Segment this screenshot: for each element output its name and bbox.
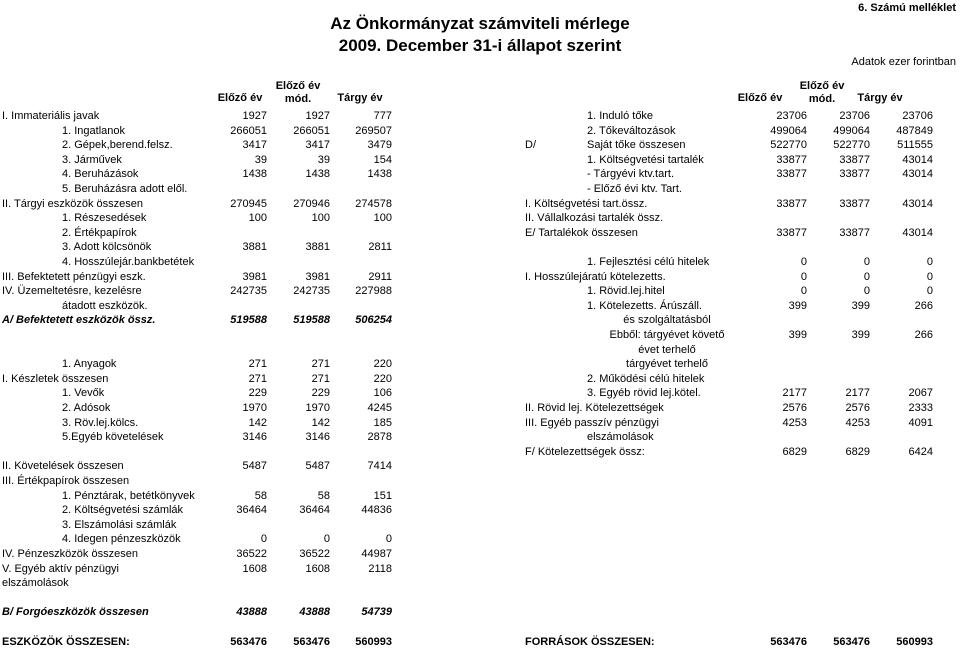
- asset-row: [2, 196, 402, 212]
- row-value-2: 563476: [833, 635, 870, 648]
- row-value-1: 43888: [236, 606, 267, 619]
- liability-row: [525, 254, 955, 270]
- row-label: 1. Induló tőke: [587, 110, 654, 122]
- row-value-2: 242735: [293, 285, 330, 298]
- row-label: 3. Egyéb rövid lej.kötel.: [587, 387, 701, 400]
- liability-row: [525, 531, 955, 547]
- row-value-2: 100: [311, 212, 330, 225]
- asset-row: [2, 137, 402, 153]
- asset-row: [2, 502, 402, 518]
- asset-row: [2, 531, 402, 547]
- row-value-3: 6424: [908, 445, 933, 458]
- row-label: 3. Adott kölcsönök: [62, 241, 152, 254]
- row-value-2: 58: [317, 489, 330, 502]
- liability-row: [525, 371, 955, 387]
- row-label: 4. Hosszúlejár.bankbetétek: [62, 256, 195, 268]
- asset-row: [2, 575, 402, 591]
- row-value-1: 399: [788, 299, 807, 312]
- row-value-3: 43014: [902, 153, 933, 166]
- row-label: 3. Járművek: [62, 153, 122, 166]
- row-value-1: 33877: [776, 197, 807, 210]
- row-value-2: 0: [323, 533, 330, 546]
- liability-row: [525, 517, 955, 533]
- row-value-2: 36464: [299, 504, 330, 517]
- row-value-2: 270946: [293, 197, 330, 210]
- row-label: Saját tőke összesen: [587, 139, 686, 152]
- liability-row: [525, 108, 955, 124]
- row-value-3: 0: [926, 285, 933, 298]
- row-value-3: 0: [926, 256, 933, 268]
- liability-row: [525, 327, 955, 343]
- liability-row: [525, 575, 955, 591]
- row-label: - Előző évi ktv. Tart.: [587, 183, 682, 195]
- asset-row: [2, 356, 402, 372]
- row-value-1: 0: [800, 270, 807, 283]
- col-prev-mod-left: Előző év mód.: [275, 80, 321, 105]
- row-label: évet terhelő: [638, 343, 696, 356]
- row-value-3: 511555: [897, 139, 933, 152]
- row-label: I. Költségvetési tart.össz.: [525, 197, 648, 210]
- row-value-2: 519588: [293, 314, 330, 327]
- asset-row: [2, 298, 402, 314]
- row-value-2: 499064: [833, 124, 870, 137]
- row-label: F/ Kötelezettségek össz:: [525, 445, 645, 458]
- asset-row: [2, 634, 402, 650]
- row-label: - Tárgyévi ktv.tart.: [587, 168, 675, 181]
- asset-row: [2, 458, 402, 474]
- row-value-1: 3881: [242, 241, 267, 254]
- row-label: elszámolások: [2, 577, 69, 590]
- row-value-1: 399: [788, 329, 807, 341]
- row-value-1: 1970: [242, 402, 267, 414]
- row-label: FORRÁSOK ÖSSZESEN:: [525, 635, 655, 648]
- row-value-1: 0: [800, 256, 807, 268]
- asset-row: [2, 181, 402, 197]
- row-value-1: 2576: [782, 402, 807, 414]
- row-value-1: 4253: [782, 416, 807, 429]
- asset-row: [2, 210, 402, 226]
- row-value-3: 43014: [902, 226, 933, 239]
- row-value-2: 1608: [305, 562, 330, 575]
- row-label: 2. Adósok: [62, 402, 111, 414]
- document-subtitle: 2009. December 31-i állapot szerint: [338, 36, 622, 55]
- row-value-1: 33877: [776, 168, 807, 181]
- liability-row: [525, 298, 955, 314]
- row-value-1: 1927: [242, 110, 267, 122]
- row-value-3: 151: [373, 489, 392, 502]
- row-value-3: 23706: [902, 110, 933, 122]
- asset-row: [2, 546, 402, 562]
- row-label: 1. Részesedések: [62, 212, 147, 225]
- row-label: 1. Kötelezetts. Árúszáll.: [587, 299, 702, 312]
- row-value-1: 2177: [782, 387, 807, 400]
- asset-row: [2, 152, 402, 168]
- row-value-3: 4245: [367, 402, 392, 414]
- row-label: tárgyévet terhelő: [626, 358, 708, 371]
- row-value-3: 44987: [361, 548, 392, 560]
- asset-row: [2, 590, 402, 606]
- liability-row: [525, 561, 955, 577]
- row-value-2: 33877: [839, 197, 870, 210]
- row-value-1: 271: [248, 358, 267, 371]
- row-value-2: 5487: [305, 460, 330, 473]
- liability-row: [525, 385, 955, 401]
- row-label: IV. Üzemeltetésre, kezelésre: [2, 285, 142, 298]
- row-value-3: 44836: [361, 504, 392, 517]
- row-label: B/ Forgóeszközök összesen: [2, 606, 149, 619]
- row-prefix: D/: [525, 139, 536, 152]
- row-label: 5. Beruházásra adott elől.: [62, 183, 188, 195]
- row-value-1: 23706: [776, 110, 807, 122]
- col-current-left: Tárgy év: [337, 92, 383, 104]
- row-value-2: 266051: [293, 124, 330, 137]
- row-value-2: 39: [317, 153, 330, 166]
- row-value-3: 2118: [368, 562, 392, 575]
- row-value-3: 43014: [902, 197, 933, 210]
- row-value-3: 266: [914, 329, 933, 341]
- row-value-3: 274578: [355, 197, 392, 210]
- row-value-2: 2576: [845, 402, 870, 414]
- liability-row: [525, 488, 955, 504]
- liability-row: [525, 444, 955, 460]
- document-title: Az Önkormányzat számviteli mérlege: [330, 14, 630, 33]
- liability-row: [525, 634, 955, 650]
- liability-row: [525, 604, 955, 620]
- row-value-1: 36522: [236, 548, 267, 560]
- row-value-1: 3417: [242, 139, 267, 152]
- row-value-2: 399: [851, 329, 870, 341]
- asset-row: [2, 225, 402, 241]
- row-value-1: 271: [248, 372, 267, 385]
- col-prev-left: Előző év: [217, 92, 263, 104]
- row-value-1: 499064: [770, 124, 807, 137]
- row-label: 3. Röv.lej.kölcs.: [62, 416, 139, 429]
- liability-row: [525, 137, 955, 153]
- row-value-3: 269507: [355, 124, 392, 137]
- row-value-3: 227988: [355, 285, 392, 298]
- row-label: III. Egyéb passzív pénzügyi: [525, 416, 659, 429]
- row-value-2: 271: [311, 372, 330, 385]
- row-value-2: 3981: [305, 270, 330, 283]
- row-value-1: 229: [248, 387, 267, 400]
- asset-row: [2, 254, 402, 270]
- row-label: III. Befektetett pénzügyi eszk.: [2, 270, 146, 283]
- liability-row: [525, 619, 955, 635]
- asset-row: [2, 108, 402, 124]
- row-label: 2. Értékpapírok: [62, 226, 137, 239]
- row-value-2: 33877: [839, 168, 870, 181]
- liability-row: [525, 196, 955, 212]
- row-value-3: 506254: [355, 314, 392, 327]
- liability-row: [525, 502, 955, 518]
- row-value-2: 1927: [305, 110, 330, 122]
- row-value-3: 185: [373, 416, 392, 429]
- liability-row: [525, 546, 955, 562]
- row-value-1: 270945: [230, 197, 267, 210]
- row-value-3: 0: [926, 270, 933, 283]
- liability-row: [525, 269, 955, 285]
- row-value-2: 142: [311, 416, 330, 429]
- row-label: 1. Vevők: [62, 387, 105, 400]
- row-value-1: 5487: [242, 460, 267, 473]
- row-value-1: 3146: [242, 431, 267, 444]
- row-value-3: 266: [914, 299, 933, 312]
- asset-row: [2, 269, 402, 285]
- row-value-2: 23706: [839, 110, 870, 122]
- row-value-3: 106: [373, 387, 392, 400]
- row-value-2: 522770: [833, 139, 870, 152]
- liability-row: [525, 458, 955, 474]
- col-prev-right: Előző év: [737, 92, 783, 104]
- row-label: I. Immateriális javak: [2, 110, 100, 122]
- row-label: 1. Pénztárak, betétkönyvek: [62, 489, 195, 502]
- asset-row: [2, 619, 402, 635]
- row-label: és szolgáltatásból: [623, 314, 711, 327]
- asset-row: [2, 488, 402, 504]
- row-value-2: 399: [851, 299, 870, 312]
- row-value-3: 1438: [367, 168, 392, 181]
- row-value-3: 7414: [367, 460, 392, 473]
- row-value-2: 3146: [305, 431, 330, 444]
- row-label: 1. Ingatlanok: [62, 124, 125, 137]
- row-value-1: 1438: [242, 168, 267, 181]
- row-value-1: 58: [254, 489, 267, 502]
- asset-row: [2, 429, 402, 445]
- asset-row: [2, 473, 402, 489]
- row-label: 4. Beruházások: [62, 168, 139, 181]
- asset-row: [2, 283, 402, 299]
- row-label: 1. Fejlesztési célú hitelek: [587, 256, 710, 268]
- liability-row: [525, 225, 955, 241]
- row-value-3: 100: [373, 212, 392, 225]
- row-value-2: 229: [311, 387, 330, 400]
- liability-row: [525, 429, 955, 445]
- row-value-3: 2811: [368, 241, 392, 254]
- liability-row: [525, 181, 955, 197]
- row-value-3: 4091: [908, 416, 933, 429]
- row-value-1: 100: [248, 212, 267, 225]
- liability-row: [525, 590, 955, 606]
- row-value-2: 3417: [305, 139, 330, 152]
- row-value-3: 0: [385, 533, 392, 546]
- row-value-1: 0: [260, 533, 267, 546]
- liability-row: [525, 342, 955, 358]
- row-value-3: 560993: [355, 635, 392, 648]
- asset-row: [2, 239, 402, 255]
- row-label: 1. Rövid.lej.hitel: [587, 285, 665, 298]
- row-value-1: 1608: [242, 562, 267, 575]
- asset-row: [2, 342, 402, 358]
- row-value-3: 154: [373, 153, 392, 166]
- liability-row: [525, 415, 955, 431]
- liability-row: [525, 356, 955, 372]
- row-value-1: 563476: [770, 635, 807, 648]
- asset-row: [2, 400, 402, 416]
- row-label: III. Értékpapírok összesen: [2, 475, 130, 487]
- row-value-2: 6829: [845, 445, 870, 458]
- asset-row: [2, 561, 402, 577]
- appendix-label: 6. Számú melléklet: [858, 2, 956, 14]
- row-value-2: 4253: [845, 416, 870, 429]
- asset-row: [2, 327, 402, 343]
- row-label: 2. Gépek,berend.felsz.: [62, 139, 173, 152]
- row-value-2: 2177: [845, 387, 870, 400]
- row-value-1: 33877: [776, 226, 807, 239]
- asset-row: [2, 166, 402, 182]
- row-label: 2. Működési célú hitelek: [587, 372, 705, 385]
- row-value-2: 33877: [839, 226, 870, 239]
- asset-row: [2, 123, 402, 139]
- row-label: A/ Befektetett eszközök össz.: [2, 314, 156, 327]
- liability-row: [525, 400, 955, 416]
- row-label: II. Vállalkozási tartalék össz.: [525, 212, 664, 225]
- row-label: 2. Költségvetési számlák: [62, 504, 184, 517]
- row-value-3: 2067: [908, 387, 933, 400]
- row-label: II. Tárgyi eszközök összesen: [2, 197, 144, 210]
- row-label: átadott eszközök.: [62, 299, 148, 312]
- liability-row: [525, 210, 955, 226]
- liability-row: [525, 312, 955, 328]
- row-value-3: 2911: [368, 270, 392, 283]
- row-value-3: 220: [373, 372, 392, 385]
- liability-row: [525, 166, 955, 182]
- unit-label: Adatok ezer forintban: [851, 56, 956, 68]
- row-label: I. Készletek összesen: [2, 372, 109, 385]
- liability-row: [525, 283, 955, 299]
- row-label: E/ Tartalékok összesen: [525, 226, 638, 239]
- row-value-1: 563476: [230, 635, 267, 648]
- row-label: II. Rövid lej. Kötelezettségek: [525, 402, 664, 414]
- row-label: II. Követelések összesen: [2, 460, 124, 473]
- row-value-2: 0: [863, 270, 870, 283]
- row-value-2: 3881: [305, 241, 330, 254]
- row-label: 4. Idegen pénzeszközök: [62, 533, 181, 546]
- row-value-2: 271: [311, 358, 330, 371]
- row-value-2: 563476: [293, 635, 330, 648]
- row-label: V. Egyéb aktív pénzügyi: [2, 562, 120, 575]
- row-value-3: 3479: [367, 139, 392, 152]
- col-current-right: Tárgy év: [857, 92, 903, 104]
- liability-row: [525, 123, 955, 139]
- row-value-2: 1970: [305, 402, 330, 414]
- row-value-1: 242735: [230, 285, 267, 298]
- row-value-3: 2333: [908, 402, 933, 414]
- row-value-2: 36522: [299, 548, 330, 560]
- asset-row: [2, 385, 402, 401]
- row-value-3: 2878: [367, 431, 392, 444]
- row-value-1: 3981: [242, 270, 267, 283]
- row-value-1: 266051: [230, 124, 267, 137]
- row-value-3: 560993: [896, 635, 933, 648]
- row-value-3: 487849: [896, 124, 933, 137]
- row-label: 3. Elszámolási számlák: [62, 518, 177, 531]
- row-label: elszámolások: [587, 431, 654, 444]
- row-label: 1. Költségvetési tartalék: [587, 153, 704, 166]
- row-label: ESZKÖZÖK ÖSSZESEN:: [2, 635, 130, 648]
- asset-row: [2, 604, 402, 620]
- asset-row: [2, 415, 402, 431]
- row-value-1: 519588: [230, 314, 267, 327]
- row-value-1: 33877: [776, 153, 807, 166]
- row-value-1: 142: [248, 416, 267, 429]
- row-value-1: 36464: [236, 504, 267, 517]
- row-value-1: 522770: [770, 139, 807, 152]
- row-label: 2. Tőkeváltozások: [587, 124, 676, 137]
- row-value-2: 33877: [839, 153, 870, 166]
- row-value-3: 43014: [902, 168, 933, 181]
- row-label: I. Hosszúlejáratú kötelezetts.: [525, 270, 666, 283]
- row-value-3: 54739: [361, 606, 392, 619]
- liability-row: [525, 473, 955, 489]
- row-value-1: 6829: [782, 445, 807, 458]
- row-value-1: 39: [254, 153, 267, 166]
- row-label: Ebből: tárgyévet követő: [609, 329, 725, 341]
- row-label: 5.Egyéb követelések: [62, 431, 164, 444]
- row-value-2: 1438: [305, 168, 330, 181]
- liability-row: [525, 239, 955, 255]
- row-value-3: 220: [373, 358, 392, 371]
- row-value-2: 0: [863, 285, 870, 298]
- col-prev-mod-right: Előző év mód.: [799, 80, 845, 105]
- row-value-3: 777: [373, 110, 392, 122]
- row-label: 1. Anyagok: [62, 358, 117, 371]
- row-value-2: 43888: [299, 606, 330, 619]
- row-value-2: 0: [863, 256, 870, 268]
- asset-row: [2, 371, 402, 387]
- row-value-1: 0: [800, 285, 807, 298]
- asset-row: [2, 312, 402, 328]
- row-label: IV. Pénzeszközök összesen: [2, 548, 138, 560]
- asset-row: [2, 444, 402, 460]
- asset-row: [2, 517, 402, 533]
- liability-row: [525, 152, 955, 168]
